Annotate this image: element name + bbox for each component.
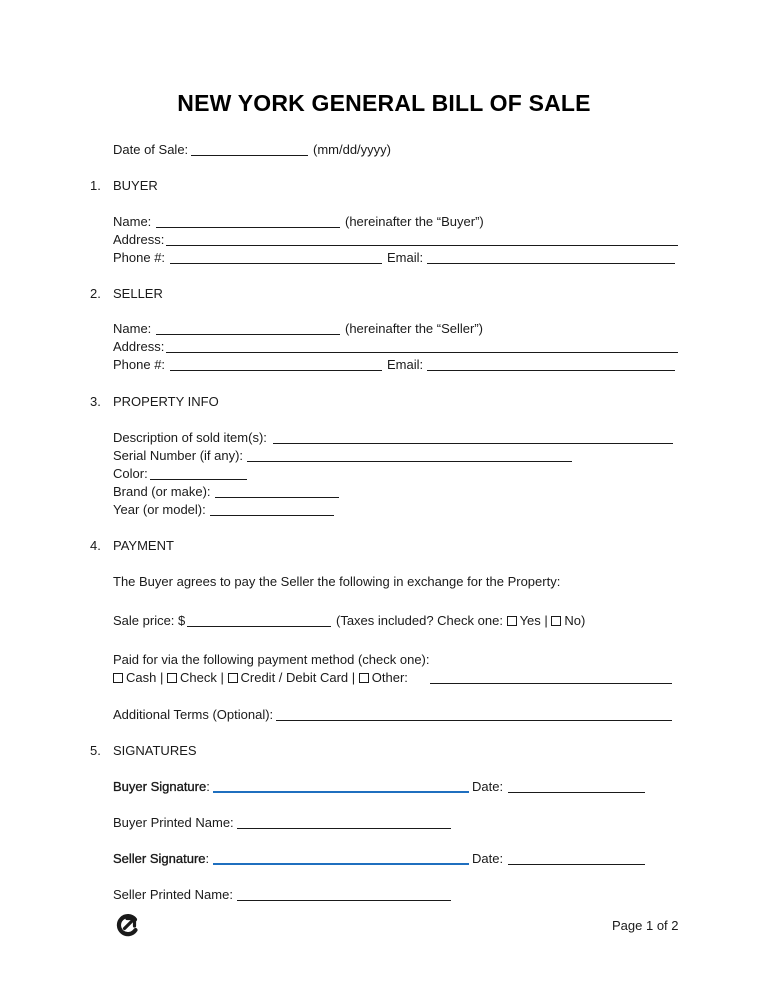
additional-terms-label: Additional Terms (Optional): bbox=[113, 707, 274, 722]
seller-date-field[interactable] bbox=[508, 864, 645, 865]
date-format-hint: (mm/dd/yyyy) bbox=[313, 142, 391, 157]
seller-email-label: Email: bbox=[387, 357, 424, 372]
section-heading-property: PROPERTY INFO bbox=[113, 394, 219, 409]
buyer-name-field[interactable] bbox=[156, 227, 340, 228]
section-number-buyer: 1. bbox=[90, 178, 101, 193]
description-label: Description of sold item(s): bbox=[113, 430, 267, 445]
seller-phone-label: Phone #: bbox=[113, 357, 166, 372]
color-field[interactable] bbox=[150, 479, 247, 480]
year-label: Year (or model): bbox=[113, 502, 206, 517]
seller-printed-name-label: Seller Printed Name: bbox=[113, 887, 233, 902]
buyer-email-label: Email: bbox=[387, 250, 424, 265]
sale-price-field[interactable] bbox=[187, 626, 331, 627]
card-checkbox[interactable] bbox=[228, 673, 238, 683]
buyer-date-field[interactable] bbox=[508, 792, 645, 793]
check-checkbox[interactable] bbox=[167, 673, 177, 683]
date-of-sale-field[interactable] bbox=[191, 155, 308, 156]
card-label: Credit / Debit Card bbox=[240, 670, 349, 685]
additional-terms-field[interactable] bbox=[276, 720, 672, 721]
payment-intro-text: The Buyer agrees to pay the Seller the following in exchange for the Property: bbox=[113, 574, 561, 589]
seller-name-field[interactable] bbox=[156, 334, 340, 335]
buyer-phone-label: Phone #: bbox=[113, 250, 166, 265]
seller-signature-label: Seller Signature: bbox=[113, 851, 210, 866]
section-number-signatures: 5. bbox=[90, 743, 101, 758]
buyer-signature-label: Buyer Signature: bbox=[113, 779, 210, 794]
seller-date-label: Date: bbox=[472, 851, 504, 866]
buyer-printed-name-label: Buyer Printed Name: bbox=[113, 815, 234, 830]
section-number-seller: 2. bbox=[90, 286, 101, 301]
section-heading-payment: PAYMENT bbox=[113, 538, 174, 553]
section-number-property: 3. bbox=[90, 394, 101, 409]
seller-email-field[interactable] bbox=[427, 370, 675, 371]
year-field[interactable] bbox=[210, 515, 334, 516]
date-of-sale-label: Date of Sale: bbox=[113, 142, 189, 157]
buyer-name-label: Name: bbox=[113, 214, 152, 229]
seller-signature-field[interactable] bbox=[213, 863, 469, 865]
separator: | bbox=[544, 613, 548, 628]
other-label: Other: bbox=[371, 670, 408, 685]
check-label: Check bbox=[180, 670, 217, 685]
seller-name-suffix: (hereinafter the “Seller”) bbox=[345, 321, 483, 336]
seller-printed-name-field[interactable] bbox=[237, 900, 451, 901]
payment-method-intro: Paid for via the following payment method (check one): bbox=[113, 652, 430, 667]
taxes-question bbox=[336, 613, 585, 629]
buyer-printed-name-field[interactable] bbox=[237, 828, 451, 829]
other-checkbox[interactable] bbox=[359, 673, 369, 683]
buyer-email-field[interactable] bbox=[427, 263, 675, 264]
buyer-date-label: Date: bbox=[472, 779, 504, 794]
description-field[interactable] bbox=[273, 443, 673, 444]
brand-logo-icon bbox=[114, 913, 140, 939]
serial-number-label: Serial Number (if any): bbox=[113, 448, 244, 463]
taxes-yes-label: Yes bbox=[519, 613, 541, 628]
seller-address-field[interactable] bbox=[166, 352, 678, 353]
seller-name-label: Name: bbox=[113, 321, 152, 336]
color-label: Color: bbox=[113, 466, 148, 481]
seller-address-label: Address: bbox=[113, 339, 165, 354]
payment-method-options bbox=[113, 670, 408, 686]
taxes-no-label: No) bbox=[564, 613, 586, 628]
separator: | bbox=[220, 670, 224, 685]
buyer-name-suffix: (hereinafter the “Buyer”) bbox=[345, 214, 484, 229]
sale-price-label: Sale price: $ bbox=[113, 613, 186, 628]
cash-checkbox[interactable] bbox=[113, 673, 123, 683]
section-heading-signatures: SIGNATURES bbox=[113, 743, 197, 758]
other-method-field[interactable] bbox=[430, 683, 672, 684]
buyer-phone-field[interactable] bbox=[170, 263, 382, 264]
separator: | bbox=[351, 670, 356, 685]
brand-label: Brand (or make): bbox=[113, 484, 211, 499]
taxes-no-checkbox[interactable] bbox=[551, 616, 561, 626]
taxes-prefix: (Taxes included? Check one: bbox=[336, 613, 503, 628]
section-heading-buyer: BUYER bbox=[113, 178, 158, 193]
serial-number-field[interactable] bbox=[247, 461, 572, 462]
separator: | bbox=[159, 670, 164, 685]
section-number-payment: 4. bbox=[90, 538, 101, 553]
buyer-address-label: Address: bbox=[113, 232, 165, 247]
buyer-signature-field[interactable] bbox=[213, 791, 469, 793]
page-number: Page 1 of 2 bbox=[612, 918, 679, 933]
brand-field[interactable] bbox=[215, 497, 339, 498]
seller-phone-field[interactable] bbox=[170, 370, 382, 371]
cash-label: Cash bbox=[126, 670, 157, 685]
document-title: NEW YORK GENERAL BILL OF SALE bbox=[177, 90, 591, 116]
section-heading-seller: SELLER bbox=[113, 286, 163, 301]
taxes-yes-checkbox[interactable] bbox=[507, 616, 517, 626]
buyer-address-field[interactable] bbox=[166, 245, 678, 246]
